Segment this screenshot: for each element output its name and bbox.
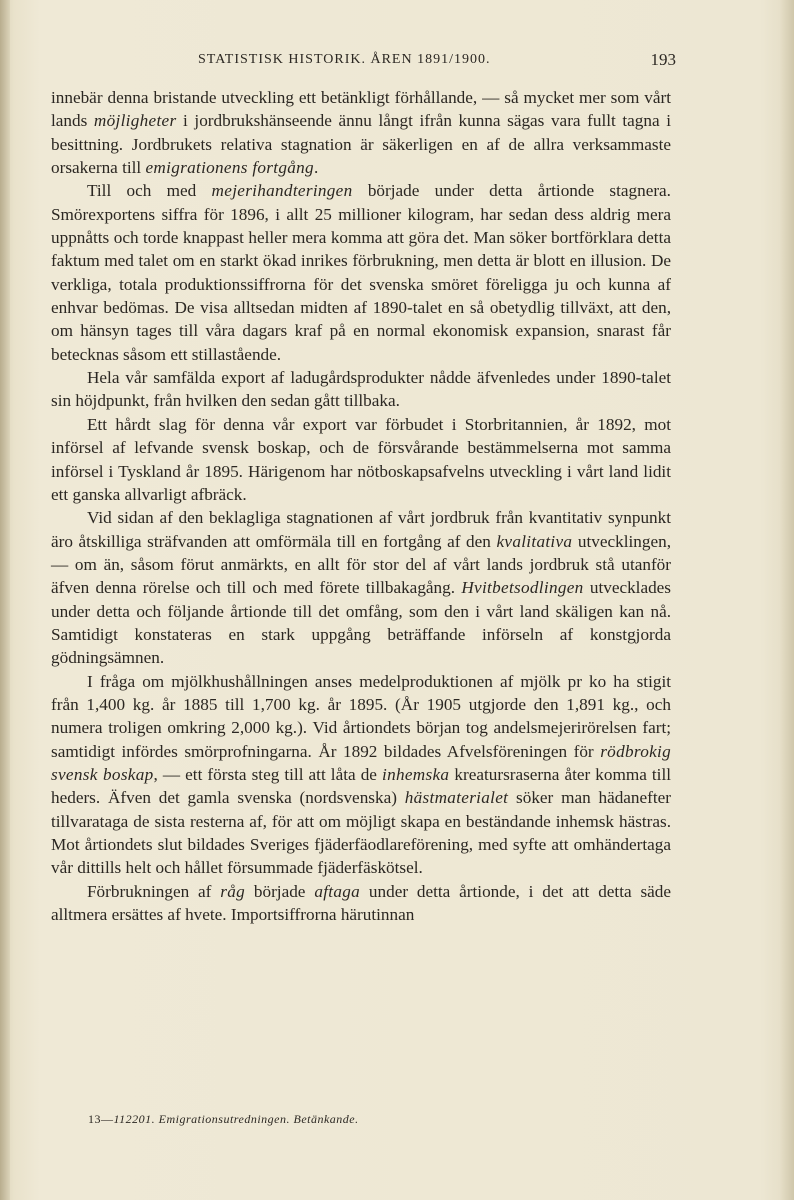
running-head-title: STATISTISK HISTORIK. ÅREN 1891/1900.: [198, 52, 491, 67]
text-run: Till och med: [87, 181, 212, 201]
paragraph: [51, 366, 671, 413]
paragraph: [51, 506, 671, 669]
footer-source: Emigrationsutredningen. Betänkande.: [158, 1112, 359, 1126]
footer-signature-mark: 13—: [88, 1112, 114, 1126]
text-run: kreatursraserna åter komma till heders. Äfven det gamla svenska (nordsvenska): [51, 764, 672, 808]
footer-signature-line: [88, 1112, 359, 1127]
paragraph: [51, 179, 671, 366]
text-run: började: [245, 881, 315, 901]
page-number: 193: [650, 50, 676, 69]
text-run: .: [313, 158, 319, 178]
text-run: i jordbrukshänseende ännu långt ifrån kunna sägas vara fullt tagna i besittning. Jordbrukets relativa stagnation är säkerligen en af de allra verksammaste orsakerna till: [51, 111, 671, 178]
paragraph: [51, 880, 671, 927]
running-head: [52, 50, 676, 74]
paragraph: [51, 86, 671, 179]
text-run: under detta årtionde, i det att detta säde alltmera ersättes af hvete. Importsiffrorna härutinnan: [51, 881, 672, 925]
text-run: Förbrukningen af: [87, 881, 221, 901]
italic-phrase: inhemska: [382, 764, 450, 784]
italic-phrase: rödbrokig svensk boskap: [51, 741, 671, 784]
text-run: I fråga om mjölkhushållningen anses medelproduktionen af mjölk pr ko ha stigit från 1,400 kg. år 1885 till 1,700 kg. år 1895. (År 1905 utgjorde den 1,891 kg., och numera troligen omkring 2,000 kg.). Vid årtiondets början tog andelsmejerirörelsen fart; samtidigt infördes smörprofningarna. År 1892 bildades Afvelsföreningen för: [51, 671, 671, 761]
italic-phrase: kvalitativa: [496, 531, 573, 551]
italic-phrase: aftaga: [314, 881, 361, 901]
italic-phrase: Hvitbetsodlingen: [461, 578, 584, 598]
text-run: började under detta årtionde stagnera. Smörexportens siffra för 1896, i allt 25 millioner kilogram, har sedan dess aldrig mera uppnåtts och torde knappast heller mera komma att göra det. Man söker bortförklara detta faktum med talet om en starkt ökad inrikes förbrukning, men detta är blott en illusion. De verkliga, totala produktionssiffrorna för det svenska smöret föreligga ju och kunna af enhvar bedömas. De visa alltsedan midten af 1890-talet en så obetydlig tillväxt, att den, om hänsyn tages till våra dagars kraf på en normal ekonomisk expansion, snarast får betecknas såsom ett stillastående.: [51, 181, 671, 364]
text-run: söker man hädanefter tillvarataga de sista resterna af, för att om möjligt skapa en beständande inhemsk hästras. Mot årtiondets slut bildades Sveriges fjäderfäodlareförening, med syfte att omhändertaga vår dittills helt och hållet försummade fjäderfäskötsel.: [51, 788, 671, 878]
text-run: utvecklingen, — om än, såsom förut anmärkts, en allt för stor del af vårt lands jordbruk stå utanför äfven denna rörelse och till och med förete tillbakagång.: [51, 531, 671, 598]
italic-phrase: möjligheter: [93, 111, 177, 131]
italic-phrase: hästmaterialet: [404, 788, 509, 808]
text-run: Hela vår samfälda export af ladugårdsprodukter nådde äfvenledes under 1890-talet sin höjdpunkt, från hvilken den sedan gått tillbaka.: [51, 368, 671, 411]
page-left-edge: [0, 0, 10, 1200]
page-right-edge: [780, 0, 794, 1200]
text-run: innebär denna bristande utveckling ett betänkligt förhållande, — så mycket mer som vårt lands: [51, 88, 671, 131]
text-run: , — ett första steg till att låta de: [153, 764, 382, 784]
italic-phrase: mejerihandteringen: [211, 181, 353, 201]
text-run: utvecklades under detta och följande årtionde till det omfång, som den i vårt land skäligen kan nå. Samtidigt konstateras en stark uppgång beträffande införseln af konstgjorda gödningsämnen.: [51, 578, 671, 668]
paragraph: [51, 413, 671, 506]
footer-print-code: 112201.: [113, 1112, 156, 1126]
body-text: [51, 86, 671, 926]
text-run: Ett hårdt slag för denna vår export var förbudet i Storbritannien, år 1892, mot införsel af lefvande svensk boskap, och de försvårande bestämmelserna mot samma införsel i Tyskland år 1895. Härigenom har nötboskapsafvelns utveckling i vårt land lidit ett ganska allvarligt afbräck.: [51, 414, 671, 504]
italic-phrase: råg: [220, 881, 246, 901]
text-run: Vid sidan af den beklagliga stagnationen af vårt jordbruk från kvantitativ synpunkt äro åtskilliga sträfvanden att omförmäla till en fortgång af den: [51, 508, 671, 551]
paragraph: [51, 670, 671, 880]
italic-phrase: emigrationens fortgång: [145, 158, 314, 178]
